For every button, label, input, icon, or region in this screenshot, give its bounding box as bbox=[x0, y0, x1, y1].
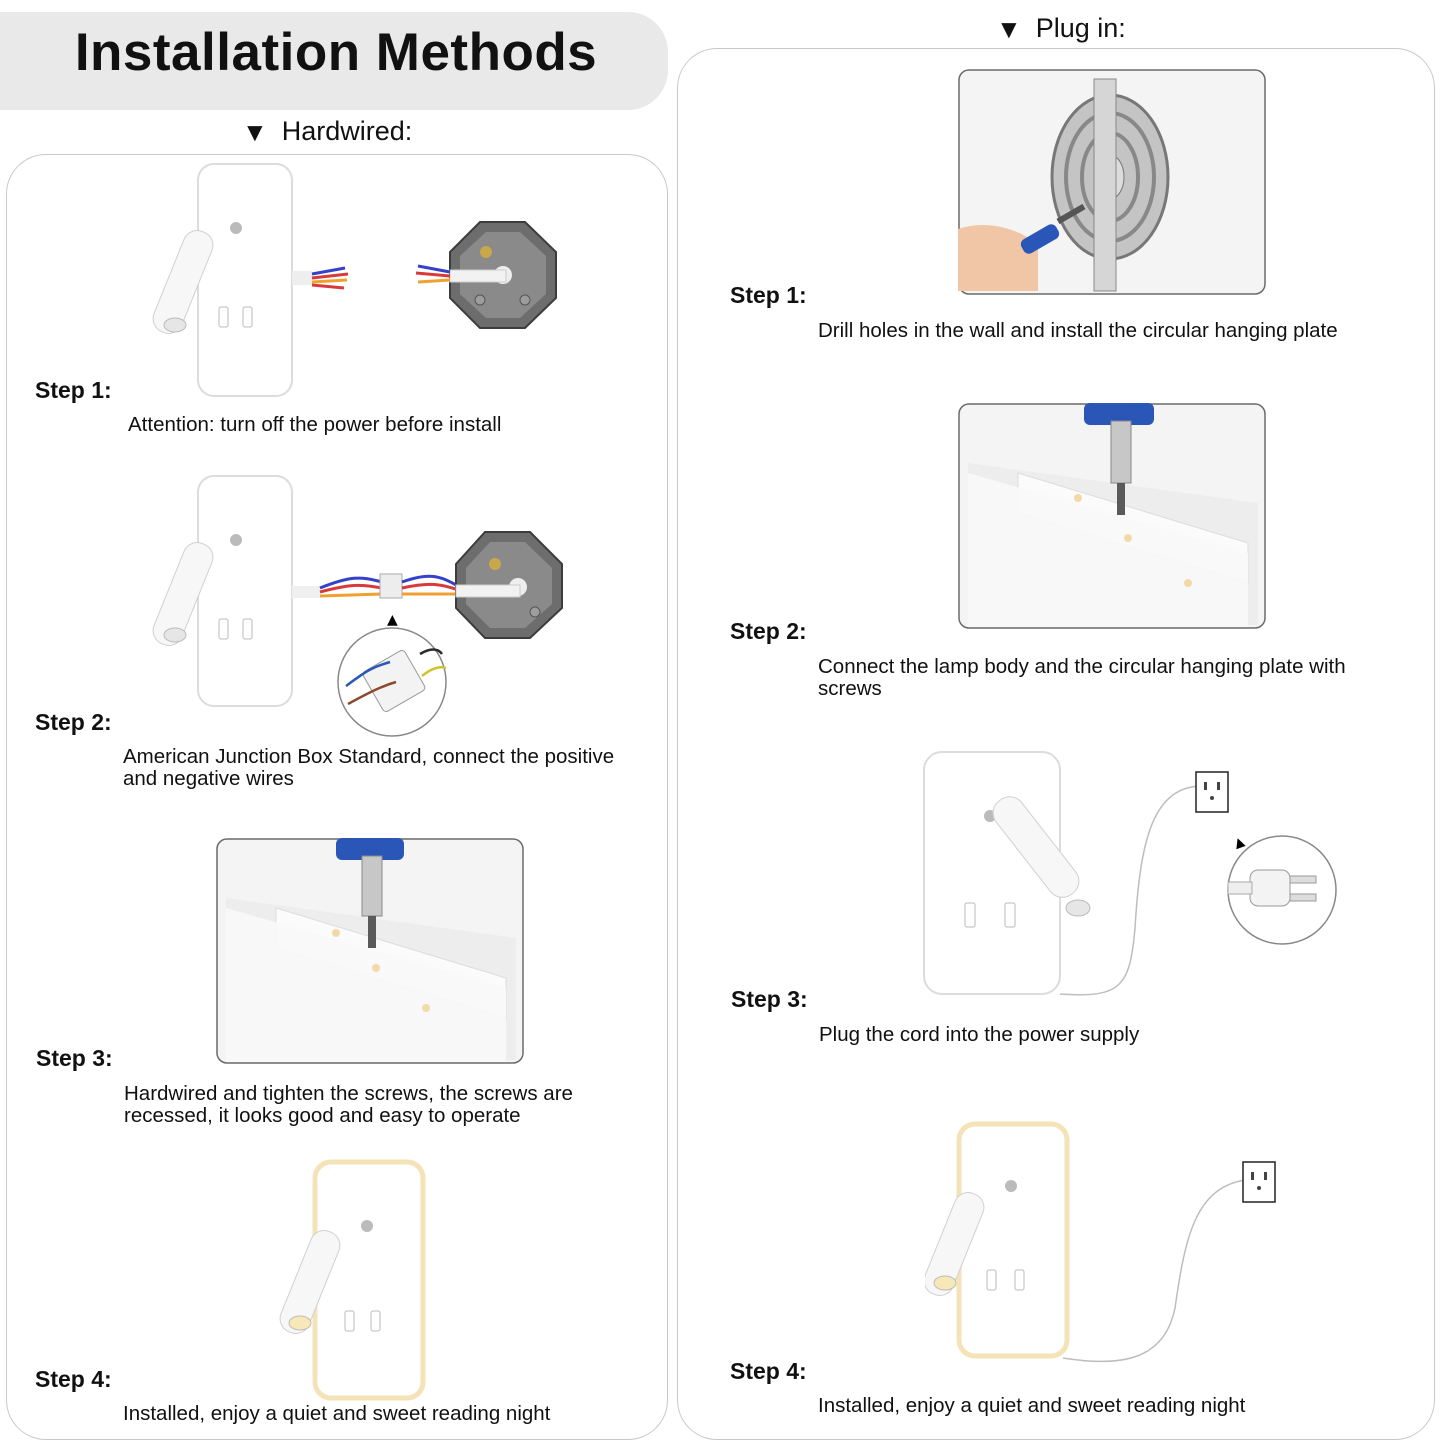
plugin-step3-illustration bbox=[920, 748, 1345, 1003]
plugin-step4-label: Step 4: bbox=[730, 1358, 807, 1384]
wall-lamp-icon bbox=[150, 164, 292, 396]
plugin-step2-photo bbox=[958, 403, 1268, 631]
terminal-block-icon bbox=[338, 628, 446, 736]
svg-text:▲: ▲ bbox=[1231, 834, 1247, 852]
plugin-step3-desc: Plug the cord into the power supply bbox=[819, 1023, 1140, 1046]
plugin-heading bbox=[996, 13, 1126, 44]
plugin-step3-label: Step 3: bbox=[731, 986, 808, 1012]
page-title: Installation Methods bbox=[74, 23, 598, 82]
wall-lamp-icon bbox=[924, 752, 1090, 994]
hardwired-step3-label: Step 3: bbox=[36, 1045, 113, 1071]
hardwired-heading bbox=[242, 116, 412, 147]
wall-lamp-icon bbox=[276, 1162, 423, 1398]
wall-outlet-icon bbox=[1243, 1162, 1275, 1202]
hardwired-step4-label: Step 4: bbox=[35, 1366, 112, 1392]
wall-lamp-icon bbox=[925, 1124, 1067, 1356]
hardwired-step3-desc: Hardwired and tighten the screws, the screws are recessed, it looks good and easy to operate bbox=[124, 1082, 573, 1127]
plugin-step4-desc: Installed, enjoy a quiet and sweet reading night bbox=[818, 1394, 1246, 1417]
plugin-step1-desc: Drill holes in the wall and install the circular hanging plate bbox=[818, 319, 1338, 342]
hardwired-step2-desc: American Junction Box Standard, connect the positive and negative wires bbox=[123, 745, 615, 790]
plugin-heading-text: Plug in: bbox=[1035, 13, 1126, 43]
plugin-step1-label: Step 1: bbox=[730, 282, 807, 308]
hardwired-step4-illustration bbox=[275, 1158, 435, 1403]
plugin-step4-illustration bbox=[925, 1118, 1285, 1363]
wall-lamp-icon bbox=[150, 476, 292, 706]
wall-outlet-icon bbox=[1196, 772, 1228, 812]
hardwired-heading-text: Hardwired: bbox=[281, 116, 413, 146]
hardwired-step4-desc: Installed, enjoy a quiet and sweet reading night bbox=[123, 1402, 551, 1425]
hardwired-step1-label: Step 1: bbox=[35, 377, 112, 403]
hardwired-step2-label: Step 2: bbox=[35, 709, 112, 735]
triangle-down-icon: ▼ bbox=[996, 13, 1022, 44]
hardwired-step1-illustration bbox=[150, 160, 570, 400]
triangle-down-icon: ▼ bbox=[242, 116, 268, 147]
hardwired-step1-desc: Attention: turn off the power before install bbox=[128, 413, 502, 436]
plugin-step1-photo bbox=[958, 69, 1268, 297]
plug-icon bbox=[1228, 836, 1336, 944]
svg-text:▲: ▲ bbox=[387, 612, 398, 628]
plugin-step2-desc: Connect the lamp body and the circular hanging plate with screws bbox=[818, 655, 1346, 700]
hardwired-step3-photo bbox=[216, 838, 526, 1066]
plugin-step2-label: Step 2: bbox=[730, 618, 807, 644]
hardwired-step2-illustration bbox=[150, 472, 580, 737]
